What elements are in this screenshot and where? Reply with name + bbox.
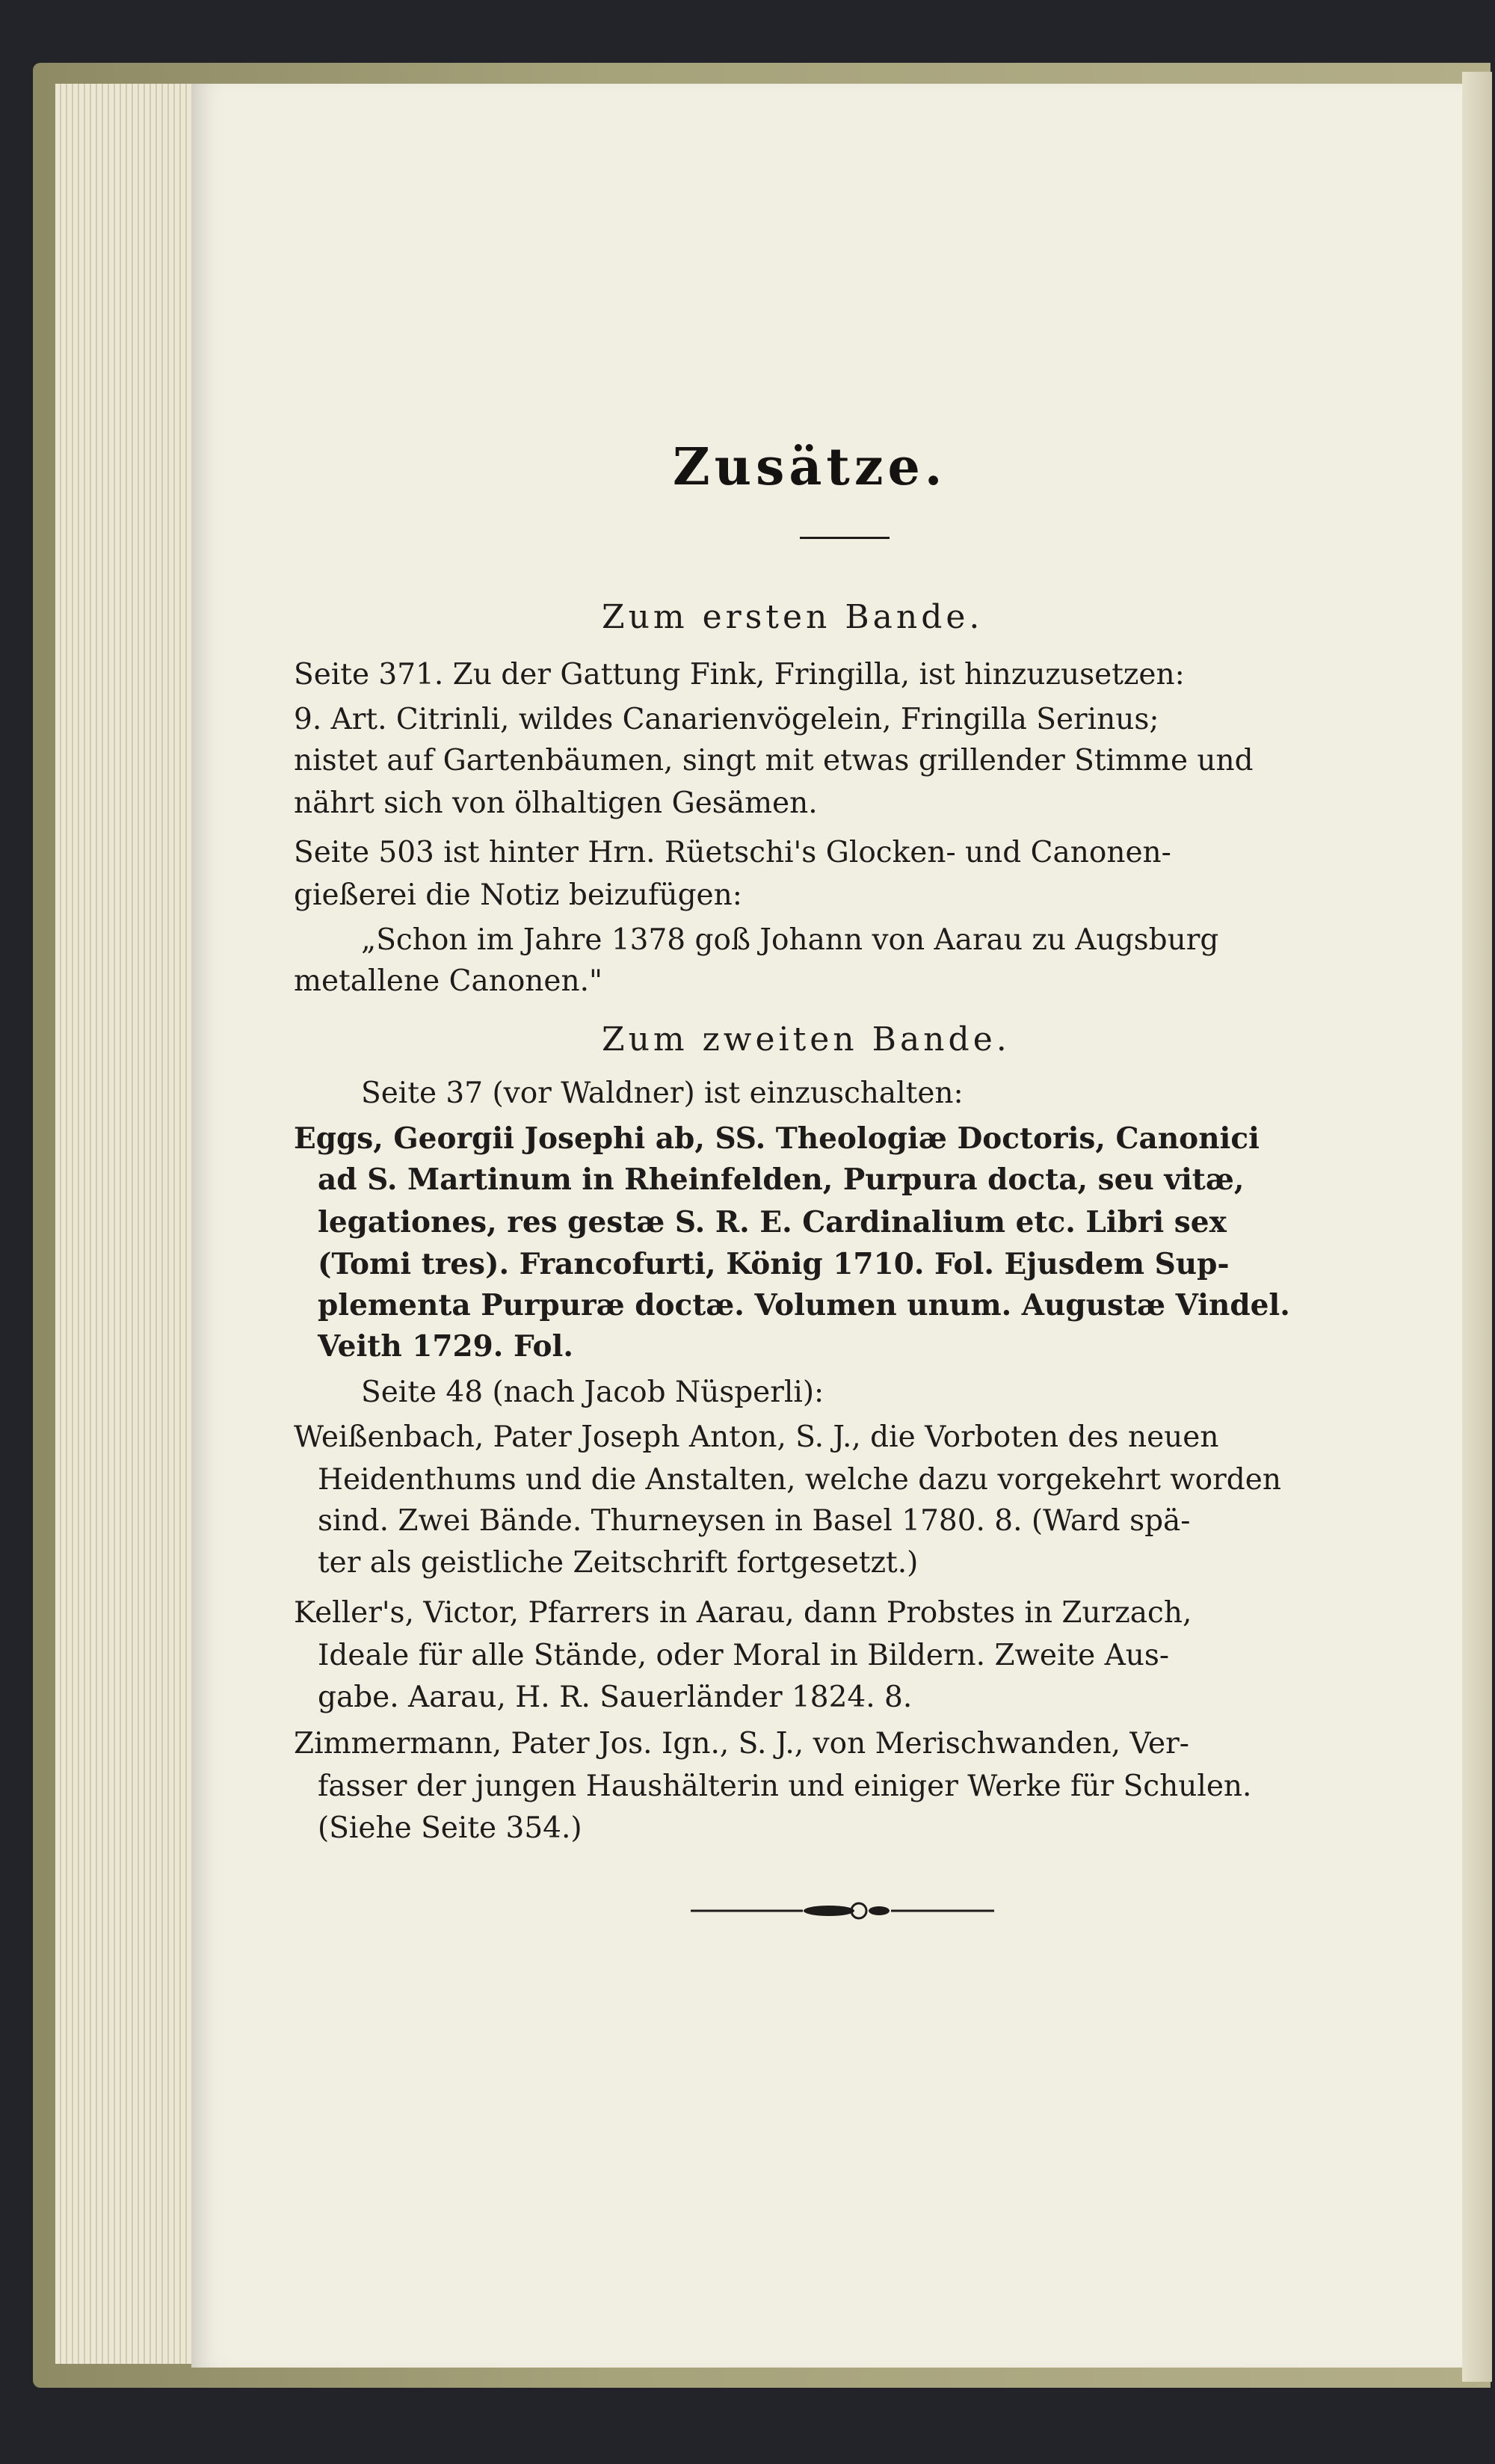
entry-line: Ideale für alle Stände, oder Moral in Bildern. Zweite Aus- [318, 1639, 1170, 1672]
section-heading-first-volume: Zum ersten Bande. [602, 598, 984, 636]
entry-line: Eggs, Georgii Josephi ab, SS. Theologiæ Doctoris, Canonici [294, 1121, 1260, 1156]
entry-line: sind. Zwei Bände. Thurneysen in Basel 1780. 8. (Ward spä- [318, 1504, 1191, 1538]
end-ornament [691, 1900, 994, 1921]
right-page-edge [1462, 72, 1492, 2382]
entry-line: ter als geistliche Zeitschrift fortgesetzt.) [318, 1546, 919, 1580]
text-line: Seite 503 ist hinter Hrn. Rüetschi's Glocken- und Canonen- [294, 836, 1171, 869]
entry-line: legationes, res gestæ S. R. E. Cardinalium etc. Libri sex [318, 1205, 1227, 1239]
entry-line: Zimmermann, Pater Jos. Ign., S. J., von Merischwanden, Ver- [294, 1727, 1189, 1761]
entry-line: Keller's, Victor, Pfarrers in Aarau, dann Probstes in Zurzach, [294, 1596, 1192, 1630]
entry-line: plementa Purpuræ doctæ. Volumen unum. Augustæ Vindel. [318, 1288, 1290, 1322]
entry-line: ad S. Martinum in Rheinfelden, Purpura docta, seu vitæ, [318, 1162, 1245, 1197]
entry-line: gabe. Aarau, H. R. Sauerländer 1824. 8. [318, 1681, 913, 1714]
entry-line: Veith 1729. Fol. [318, 1329, 573, 1364]
text-line: 9. Art. Citrinli, wildes Canarienvögelein, Fringilla Serinus; [294, 703, 1159, 736]
entry-line: (Siehe Seite 354.) [318, 1811, 582, 1845]
entry-line: Heidenthums und die Anstalten, welche dazu vorgekehrt worden [318, 1463, 1281, 1497]
title-rule [800, 537, 890, 539]
text-line: nährt sich von ölhaltigen Gesämen. [294, 786, 818, 820]
entry-line: fasser der jungen Haushälterin und einiger Werke für Schulen. [318, 1770, 1252, 1803]
text-line: gießerei die Notiz beizufügen: [294, 878, 742, 912]
ornament-center-right [869, 1906, 890, 1915]
page-title: Zusätze. [673, 437, 947, 497]
entry-line: (Tomi tres). Francofurti, König 1710. Fol. Ejusdem Sup- [318, 1247, 1230, 1281]
text-line: Seite 371. Zu der Gattung Fink, Fringilla, ist hinzuzusetzen: [294, 658, 1185, 692]
page-stack-edge [55, 84, 205, 2364]
entry-line: Weißenbach, Pater Joseph Anton, S. J., die Vorboten des neuen [294, 1420, 1219, 1454]
text-line: nistet auf Gartenbäumen, singt mit etwas grillender Stimme und [294, 744, 1254, 777]
section-heading-second-volume: Zum zweiten Bande. [602, 1020, 1011, 1059]
quote-line: „Schon im Jahre 1378 goß Johann von Aarau zu Augsburg [361, 923, 1219, 957]
ornament-center-left [804, 1906, 854, 1916]
text-line: Seite 37 (vor Waldner) ist einzuschalten: [361, 1077, 964, 1110]
text-line: Seite 48 (nach Jacob Nüsperli): [361, 1376, 824, 1409]
quote-line: metallene Canonen." [294, 964, 602, 998]
